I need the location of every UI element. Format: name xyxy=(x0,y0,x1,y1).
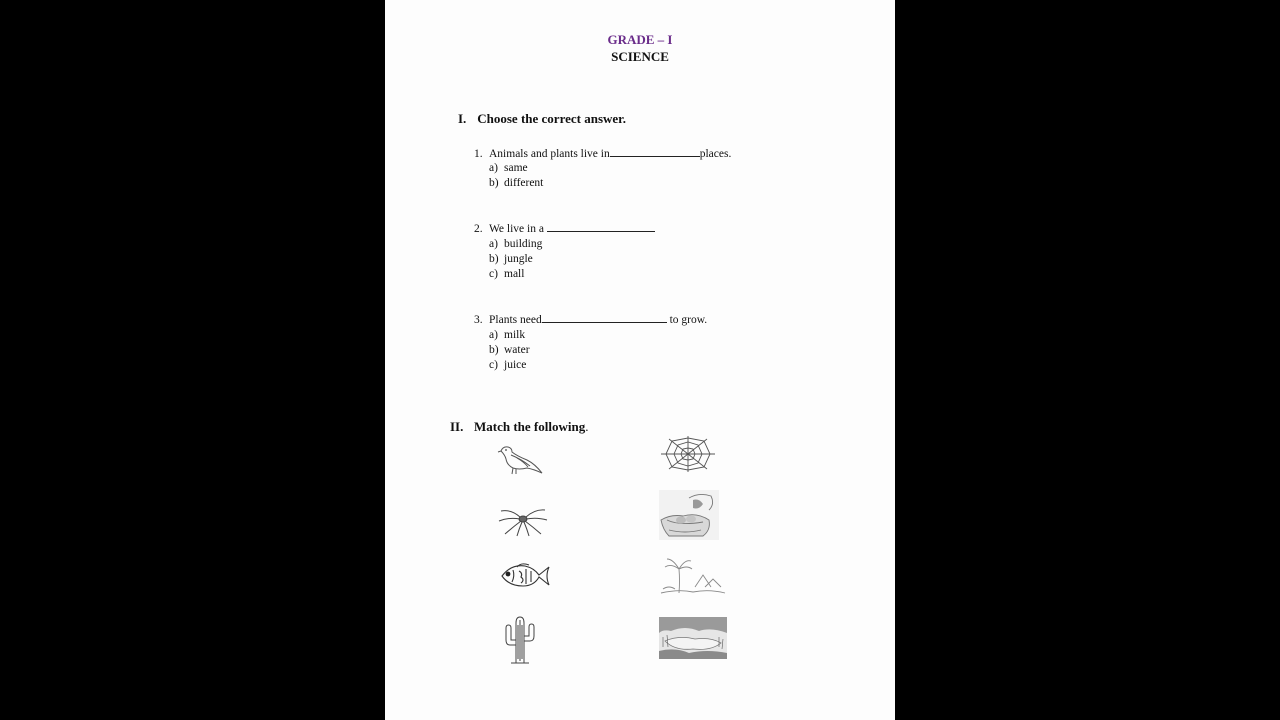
question-2-text: We live in a xyxy=(489,223,544,235)
option-text: different xyxy=(504,177,544,189)
section-2-number: II. xyxy=(450,419,464,434)
section-1-number: I. xyxy=(458,111,467,126)
option-letter: b) xyxy=(489,253,499,265)
option-text: juice xyxy=(504,359,527,371)
question-1 xyxy=(474,147,731,160)
question-3-number: 3. xyxy=(474,314,483,326)
q3-option-c xyxy=(489,359,526,371)
q2-option-b xyxy=(489,253,533,265)
option-text: mall xyxy=(504,268,525,280)
section-1-heading xyxy=(458,111,626,127)
question-1-text-after: places. xyxy=(699,148,732,160)
desert-icon[interactable] xyxy=(659,555,727,597)
bird-nest-icon[interactable] xyxy=(659,490,719,540)
pond-icon[interactable] xyxy=(659,617,727,659)
fish-icon[interactable] xyxy=(499,560,551,592)
q1-option-b xyxy=(489,177,543,189)
question-3-text-after: to grow. xyxy=(669,314,708,326)
question-3-text: Plants need xyxy=(489,314,542,326)
option-text: milk xyxy=(504,329,526,341)
answer-blank-2[interactable] xyxy=(547,222,655,232)
answer-blank-1[interactable] xyxy=(610,147,700,157)
spider-web-icon[interactable] xyxy=(659,434,717,474)
option-letter: b) xyxy=(489,344,499,356)
answer-blank-3[interactable] xyxy=(542,313,667,323)
q2-option-c xyxy=(489,268,524,280)
option-text: jungle xyxy=(504,253,533,265)
section-1-title: Choose the correct answer. xyxy=(477,111,626,126)
option-letter: a) xyxy=(489,238,498,250)
question-3 xyxy=(474,313,707,326)
q2-option-a xyxy=(489,238,542,250)
question-2 xyxy=(474,222,655,235)
subject-heading: SCIENCE xyxy=(611,49,669,64)
option-letter: b) xyxy=(489,177,499,189)
option-letter: c) xyxy=(489,268,498,280)
question-1-number: 1. xyxy=(474,148,483,160)
section-2-title: Match the following xyxy=(474,419,586,434)
section-2-title-period: . xyxy=(585,419,589,434)
option-text: building xyxy=(504,238,543,250)
question-1-text: Animals and plants live in xyxy=(489,148,610,160)
q3-option-b xyxy=(489,344,530,356)
question-2-number: 2. xyxy=(474,223,483,235)
option-letter: a) xyxy=(489,329,498,341)
spider-icon[interactable] xyxy=(497,503,549,537)
q1-option-a xyxy=(489,162,528,174)
option-letter: c) xyxy=(489,359,498,371)
option-text: water xyxy=(504,344,530,356)
worksheet-page xyxy=(385,0,895,720)
option-letter: a) xyxy=(489,162,498,174)
cactus-icon[interactable] xyxy=(503,615,537,665)
grade-heading: GRADE – I xyxy=(607,32,673,47)
option-text: same xyxy=(504,162,528,174)
section-2-heading xyxy=(450,419,588,435)
bird-icon[interactable] xyxy=(497,442,545,476)
q3-option-a xyxy=(489,329,525,341)
